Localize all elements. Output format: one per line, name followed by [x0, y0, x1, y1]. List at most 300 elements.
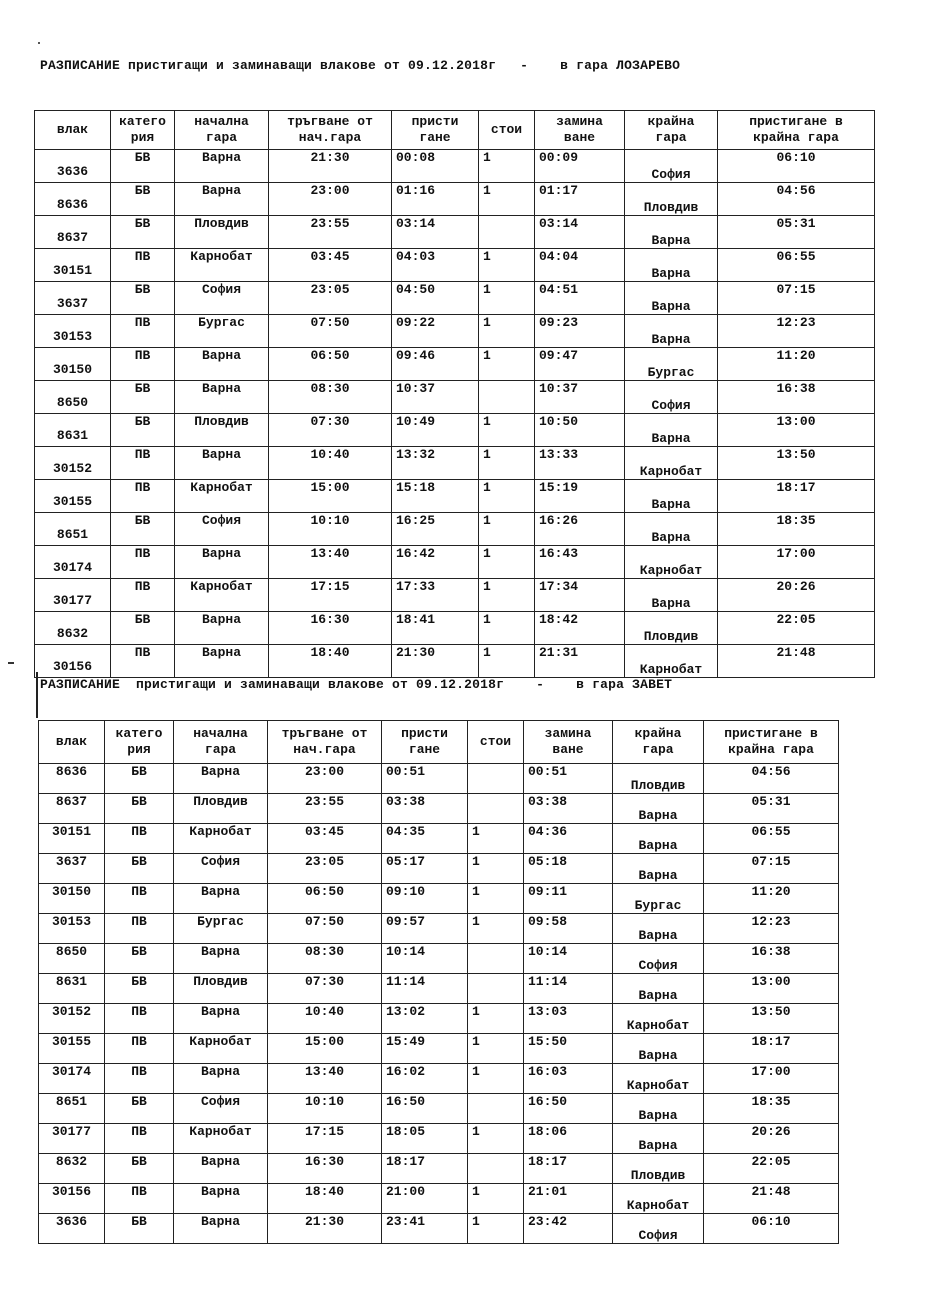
column-header-destination-station: крайна гара — [613, 721, 704, 764]
table-row — [35, 645, 875, 678]
cell-destination-station: София — [625, 381, 718, 414]
cell-stop-minutes — [468, 764, 524, 794]
cell-destination-arrival: 11:20 — [718, 348, 875, 381]
cell-destination-station: София — [613, 1214, 704, 1244]
cell-arrival: 03:14 — [392, 216, 479, 249]
cell-category: ПВ — [105, 884, 174, 914]
cell-departure: 16:03 — [524, 1064, 613, 1094]
cell-origin-departure: 23:55 — [268, 794, 382, 824]
cell-origin-departure: 07:30 — [268, 974, 382, 1004]
cell-arrival: 18:41 — [392, 612, 479, 645]
cell-destination-station: Варна — [613, 974, 704, 1004]
cell-destination-arrival: 06:55 — [718, 249, 875, 282]
cell-destination-arrival: 06:10 — [718, 150, 875, 183]
cell-train-number: 8636 — [39, 764, 105, 794]
cell-departure: 03:38 — [524, 794, 613, 824]
cell-stop-minutes: 1 — [479, 645, 535, 678]
cell-stop-minutes: 1 — [479, 513, 535, 546]
cell-category: ПВ — [105, 1184, 174, 1214]
table-header-row — [39, 721, 839, 764]
cell-destination-station: Варна — [625, 480, 718, 513]
cell-origin-station: София — [174, 854, 268, 884]
cell-category: БВ — [105, 944, 174, 974]
column-header-departure: замина ване — [524, 721, 613, 764]
cell-destination-arrival: 06:55 — [704, 824, 839, 854]
cell-category: БВ — [105, 854, 174, 884]
cell-category: ПВ — [111, 348, 175, 381]
cell-arrival: 21:00 — [382, 1184, 468, 1214]
cell-departure: 10:50 — [535, 414, 625, 447]
cell-departure: 21:01 — [524, 1184, 613, 1214]
cell-origin-departure: 23:00 — [268, 764, 382, 794]
cell-train-number: 8637 — [39, 794, 105, 824]
cell-train-number: 8632 — [39, 1154, 105, 1184]
cell-origin-station: София — [174, 1094, 268, 1124]
cell-category: БВ — [105, 1214, 174, 1244]
table-row — [39, 1154, 839, 1184]
cell-category: ПВ — [111, 447, 175, 480]
cell-destination-station: Варна — [625, 249, 718, 282]
cell-train-number: 30152 — [35, 447, 111, 480]
cell-departure: 00:51 — [524, 764, 613, 794]
table-row — [35, 414, 875, 447]
cell-origin-station: Варна — [174, 1154, 268, 1184]
cell-arrival: 10:14 — [382, 944, 468, 974]
cell-origin-station: Варна — [175, 348, 269, 381]
cell-train-number: 8650 — [35, 381, 111, 414]
table-row — [39, 944, 839, 974]
cell-stop-minutes — [479, 216, 535, 249]
cell-category: ПВ — [111, 480, 175, 513]
cell-destination-arrival: 04:56 — [718, 183, 875, 216]
cell-stop-minutes: 1 — [468, 1034, 524, 1064]
cell-destination-station: Варна — [625, 414, 718, 447]
cell-origin-station: София — [175, 282, 269, 315]
cell-origin-departure: 23:00 — [269, 183, 392, 216]
cell-stop-minutes: 1 — [468, 914, 524, 944]
cell-origin-departure: 07:50 — [268, 914, 382, 944]
column-header-category: катего рия — [111, 111, 175, 150]
cell-destination-station: Бургас — [625, 348, 718, 381]
cell-arrival: 10:37 — [392, 381, 479, 414]
cell-origin-departure: 23:05 — [268, 854, 382, 884]
cell-departure: 23:42 — [524, 1214, 613, 1244]
table-row — [39, 1184, 839, 1214]
cell-origin-departure: 18:40 — [268, 1184, 382, 1214]
cell-origin-departure: 15:00 — [268, 1034, 382, 1064]
cell-destination-arrival: 18:35 — [718, 513, 875, 546]
cell-stop-minutes: 1 — [479, 480, 535, 513]
cell-origin-departure: 03:45 — [268, 824, 382, 854]
cell-train-number: 8631 — [39, 974, 105, 1004]
cell-train-number: 30153 — [35, 315, 111, 348]
cell-train-number: 8636 — [35, 183, 111, 216]
cell-destination-station: Карнобат — [625, 645, 718, 678]
cell-destination-station: Варна — [625, 282, 718, 315]
scan-tick — [8, 662, 14, 664]
cell-category: БВ — [105, 794, 174, 824]
cell-departure: 11:14 — [524, 974, 613, 1004]
cell-arrival: 16:02 — [382, 1064, 468, 1094]
cell-stop-minutes: 1 — [479, 579, 535, 612]
column-header-train-number: влак — [35, 111, 111, 150]
cell-arrival: 03:38 — [382, 794, 468, 824]
cell-origin-departure: 13:40 — [269, 546, 392, 579]
table-row — [39, 884, 839, 914]
cell-origin-station: Бургас — [175, 315, 269, 348]
column-header-arrival: присти гане — [382, 721, 468, 764]
cell-train-number: 30152 — [39, 1004, 105, 1034]
cell-arrival: 16:50 — [382, 1094, 468, 1124]
cell-destination-station: Карнобат — [625, 447, 718, 480]
cell-departure: 18:06 — [524, 1124, 613, 1154]
cell-destination-station: Варна — [613, 824, 704, 854]
cell-origin-departure: 18:40 — [269, 645, 392, 678]
cell-destination-arrival: 16:38 — [718, 381, 875, 414]
cell-destination-station: Варна — [613, 914, 704, 944]
cell-category: ПВ — [111, 546, 175, 579]
column-header-destination-arrival: пристигане в крайна гара — [704, 721, 839, 764]
cell-stop-minutes — [468, 1154, 524, 1184]
table-row — [35, 348, 875, 381]
table-body — [39, 764, 839, 1244]
cell-destination-arrival: 06:10 — [704, 1214, 839, 1244]
cell-origin-departure: 23:05 — [269, 282, 392, 315]
cell-origin-station: Бургас — [174, 914, 268, 944]
cell-stop-minutes: 1 — [468, 1184, 524, 1214]
cell-stop-minutes: 1 — [479, 150, 535, 183]
cell-arrival: 16:25 — [392, 513, 479, 546]
cell-origin-departure: 10:40 — [269, 447, 392, 480]
schedule-title-lozarevo: РАЗПИСАНИЕ пристигащи и заминаващи влакове от 09.12.2018г - в гара ЛОЗАРЕВО — [40, 58, 681, 73]
table-row — [35, 513, 875, 546]
cell-category: ПВ — [111, 249, 175, 282]
column-header-destination-station: крайна гара — [625, 111, 718, 150]
cell-arrival: 17:33 — [392, 579, 479, 612]
cell-origin-departure: 23:55 — [269, 216, 392, 249]
cell-category: БВ — [105, 764, 174, 794]
cell-arrival: 15:18 — [392, 480, 479, 513]
cell-train-number: 30150 — [35, 348, 111, 381]
table-row — [39, 764, 839, 794]
cell-destination-station: Пловдив — [625, 183, 718, 216]
cell-departure: 21:31 — [535, 645, 625, 678]
cell-arrival: 21:30 — [392, 645, 479, 678]
cell-origin-station: Варна — [174, 944, 268, 974]
cell-destination-station: Карнобат — [613, 1004, 704, 1034]
cell-origin-station: Пловдив — [175, 216, 269, 249]
cell-departure: 13:03 — [524, 1004, 613, 1034]
cell-stop-minutes — [479, 381, 535, 414]
cell-arrival: 04:35 — [382, 824, 468, 854]
cell-destination-arrival: 12:23 — [704, 914, 839, 944]
cell-train-number: 3637 — [35, 282, 111, 315]
cell-train-number: 30155 — [35, 480, 111, 513]
cell-train-number: 8651 — [35, 513, 111, 546]
column-header-stop-minutes: стои — [479, 111, 535, 150]
cell-stop-minutes: 1 — [468, 1064, 524, 1094]
table-row — [39, 914, 839, 944]
column-header-origin-departure: тръгване от нач.гара — [268, 721, 382, 764]
cell-category: ПВ — [105, 824, 174, 854]
cell-arrival: 00:08 — [392, 150, 479, 183]
column-header-arrival: присти гане — [392, 111, 479, 150]
cell-origin-departure: 17:15 — [269, 579, 392, 612]
cell-arrival: 16:42 — [392, 546, 479, 579]
cell-departure: 01:17 — [535, 183, 625, 216]
cell-category: БВ — [105, 974, 174, 1004]
cell-departure: 10:14 — [524, 944, 613, 974]
table-row — [39, 1094, 839, 1124]
cell-arrival: 09:57 — [382, 914, 468, 944]
table-row — [35, 579, 875, 612]
column-header-departure: замина ване — [535, 111, 625, 150]
cell-destination-station: Варна — [613, 1124, 704, 1154]
column-header-origin-station: начална гара — [175, 111, 269, 150]
cell-origin-departure: 03:45 — [269, 249, 392, 282]
table-row — [39, 1124, 839, 1154]
cell-stop-minutes: 1 — [468, 1124, 524, 1154]
cell-stop-minutes: 1 — [479, 612, 535, 645]
cell-stop-minutes: 1 — [468, 854, 524, 884]
cell-destination-arrival: 11:20 — [704, 884, 839, 914]
cell-category: БВ — [111, 183, 175, 216]
scan-dot — [38, 42, 40, 44]
column-header-destination-arrival: пристигане в крайна гара — [718, 111, 875, 150]
cell-stop-minutes: 1 — [468, 824, 524, 854]
cell-train-number: 8631 — [35, 414, 111, 447]
cell-destination-station: Карнобат — [625, 546, 718, 579]
column-header-category: катего рия — [105, 721, 174, 764]
cell-departure: 09:58 — [524, 914, 613, 944]
cell-origin-departure: 16:30 — [268, 1154, 382, 1184]
cell-category: ПВ — [105, 1064, 174, 1094]
cell-departure: 00:09 — [535, 150, 625, 183]
cell-stop-minutes: 1 — [479, 348, 535, 381]
cell-category: БВ — [111, 216, 175, 249]
cell-destination-station: София — [625, 150, 718, 183]
cell-departure: 16:26 — [535, 513, 625, 546]
cell-origin-station: Карнобат — [174, 1034, 268, 1064]
cell-train-number: 30150 — [39, 884, 105, 914]
table-row — [39, 824, 839, 854]
table-row — [35, 183, 875, 216]
cell-origin-departure: 07:50 — [269, 315, 392, 348]
cell-train-number: 3636 — [39, 1214, 105, 1244]
cell-destination-arrival: 17:00 — [718, 546, 875, 579]
cell-departure: 17:34 — [535, 579, 625, 612]
cell-stop-minutes: 1 — [479, 414, 535, 447]
cell-departure: 13:33 — [535, 447, 625, 480]
cell-train-number: 30174 — [35, 546, 111, 579]
cell-train-number: 3637 — [39, 854, 105, 884]
cell-origin-station: Варна — [175, 546, 269, 579]
table-row — [35, 282, 875, 315]
cell-category: БВ — [111, 513, 175, 546]
cell-origin-station: Карнобат — [174, 824, 268, 854]
cell-destination-station: Бургас — [613, 884, 704, 914]
cell-origin-station: Карнобат — [175, 579, 269, 612]
cell-origin-station: Варна — [174, 1214, 268, 1244]
table-row — [35, 216, 875, 249]
cell-arrival: 04:03 — [392, 249, 479, 282]
table-row — [39, 1004, 839, 1034]
cell-departure: 10:37 — [535, 381, 625, 414]
cell-departure: 09:47 — [535, 348, 625, 381]
cell-origin-departure: 16:30 — [269, 612, 392, 645]
cell-destination-arrival: 21:48 — [704, 1184, 839, 1214]
cell-stop-minutes — [468, 794, 524, 824]
cell-destination-arrival: 07:15 — [718, 282, 875, 315]
table-row — [39, 794, 839, 824]
cell-destination-arrival: 16:38 — [704, 944, 839, 974]
cell-destination-station: Варна — [625, 216, 718, 249]
cell-origin-departure: 06:50 — [268, 884, 382, 914]
cell-stop-minutes — [468, 944, 524, 974]
cell-category: БВ — [105, 1094, 174, 1124]
cell-train-number: 3636 — [35, 150, 111, 183]
cell-origin-station: Пловдив — [175, 414, 269, 447]
cell-stop-minutes: 1 — [479, 183, 535, 216]
cell-destination-arrival: 05:31 — [718, 216, 875, 249]
cell-origin-station: Варна — [175, 612, 269, 645]
cell-arrival: 10:49 — [392, 414, 479, 447]
cell-destination-arrival: 17:00 — [704, 1064, 839, 1094]
cell-origin-station: Варна — [174, 884, 268, 914]
cell-origin-departure: 21:30 — [268, 1214, 382, 1244]
cell-destination-station: Карнобат — [613, 1064, 704, 1094]
cell-origin-station: Варна — [174, 1184, 268, 1214]
cell-origin-departure: 13:40 — [268, 1064, 382, 1094]
cell-stop-minutes — [468, 1094, 524, 1124]
cell-destination-station: Варна — [613, 1094, 704, 1124]
cell-origin-station: Варна — [174, 764, 268, 794]
cell-stop-minutes: 1 — [479, 546, 535, 579]
cell-origin-departure: 07:30 — [269, 414, 392, 447]
cell-departure: 04:04 — [535, 249, 625, 282]
cell-origin-departure: 21:30 — [269, 150, 392, 183]
table-row — [39, 1034, 839, 1064]
cell-arrival: 13:32 — [392, 447, 479, 480]
cell-origin-station: Карнобат — [175, 480, 269, 513]
table-row — [39, 854, 839, 884]
cell-origin-station: Карнобат — [174, 1124, 268, 1154]
table-row — [39, 1214, 839, 1244]
cell-destination-station: Варна — [625, 315, 718, 348]
cell-departure: 09:11 — [524, 884, 613, 914]
cell-destination-arrival: 18:17 — [718, 480, 875, 513]
schedule-table-lozarevo — [34, 110, 875, 678]
table-row — [35, 381, 875, 414]
cell-stop-minutes: 1 — [479, 315, 535, 348]
cell-origin-departure: 15:00 — [269, 480, 392, 513]
cell-arrival: 18:17 — [382, 1154, 468, 1184]
column-header-origin-departure: тръгване от нач.гара — [269, 111, 392, 150]
cell-stop-minutes: 1 — [468, 884, 524, 914]
cell-origin-station: Варна — [175, 381, 269, 414]
cell-category: БВ — [111, 381, 175, 414]
cell-category: БВ — [111, 414, 175, 447]
cell-destination-arrival: 13:50 — [718, 447, 875, 480]
cell-arrival: 13:02 — [382, 1004, 468, 1034]
cell-destination-station: Варна — [625, 513, 718, 546]
schedule-title-zavet: РАЗПИСАНИЕ пристигащи и заминаващи влакове от 09.12.2018г - в гара ЗАВЕТ — [40, 677, 673, 692]
schedule-table-zavet — [38, 720, 839, 1244]
table-row — [35, 315, 875, 348]
cell-category: БВ — [111, 612, 175, 645]
cell-origin-station: София — [175, 513, 269, 546]
cell-origin-station: Варна — [175, 447, 269, 480]
column-header-train-number: влак — [39, 721, 105, 764]
cell-category: БВ — [105, 1154, 174, 1184]
cell-departure: 05:18 — [524, 854, 613, 884]
cell-origin-station: Варна — [175, 183, 269, 216]
cell-destination-station: Карнобат — [613, 1184, 704, 1214]
table-row — [35, 546, 875, 579]
cell-destination-arrival: 22:05 — [718, 612, 875, 645]
cell-origin-departure: 06:50 — [269, 348, 392, 381]
cell-arrival: 05:17 — [382, 854, 468, 884]
cell-category: ПВ — [105, 914, 174, 944]
cell-arrival: 09:22 — [392, 315, 479, 348]
cell-stop-minutes: 1 — [479, 282, 535, 315]
cell-category: ПВ — [111, 645, 175, 678]
cell-stop-minutes — [468, 974, 524, 1004]
cell-destination-arrival: 13:50 — [704, 1004, 839, 1034]
table-row — [39, 974, 839, 1004]
cell-train-number: 8650 — [39, 944, 105, 974]
cell-origin-departure: 10:40 — [268, 1004, 382, 1034]
cell-destination-arrival: 07:15 — [704, 854, 839, 884]
cell-category: ПВ — [105, 1034, 174, 1064]
cell-stop-minutes: 1 — [479, 249, 535, 282]
cell-arrival: 04:50 — [392, 282, 479, 315]
cell-origin-station: Варна — [175, 645, 269, 678]
cell-arrival: 09:46 — [392, 348, 479, 381]
margin-bracket — [36, 672, 38, 718]
cell-stop-minutes: 1 — [468, 1214, 524, 1244]
cell-train-number: 30151 — [39, 824, 105, 854]
cell-train-number: 8632 — [35, 612, 111, 645]
cell-origin-departure: 08:30 — [269, 381, 392, 414]
cell-train-number: 30153 — [39, 914, 105, 944]
cell-origin-departure: 10:10 — [268, 1094, 382, 1124]
cell-destination-arrival: 04:56 — [704, 764, 839, 794]
table-row — [39, 1064, 839, 1094]
cell-arrival: 18:05 — [382, 1124, 468, 1154]
cell-origin-station: Карнобат — [175, 249, 269, 282]
cell-train-number: 8637 — [35, 216, 111, 249]
cell-stop-minutes: 1 — [479, 447, 535, 480]
cell-departure: 15:19 — [535, 480, 625, 513]
cell-category: ПВ — [105, 1004, 174, 1034]
table-row — [35, 249, 875, 282]
cell-destination-station: Варна — [613, 1034, 704, 1064]
cell-departure: 03:14 — [535, 216, 625, 249]
cell-category: БВ — [111, 150, 175, 183]
cell-origin-station: Варна — [174, 1064, 268, 1094]
cell-destination-arrival: 21:48 — [718, 645, 875, 678]
cell-departure: 18:17 — [524, 1154, 613, 1184]
cell-destination-arrival: 20:26 — [718, 579, 875, 612]
cell-arrival: 01:16 — [392, 183, 479, 216]
cell-departure: 04:36 — [524, 824, 613, 854]
cell-train-number: 8651 — [39, 1094, 105, 1124]
cell-origin-station: Пловдив — [174, 794, 268, 824]
cell-origin-station: Варна — [175, 150, 269, 183]
cell-departure: 15:50 — [524, 1034, 613, 1064]
cell-destination-station: Варна — [613, 794, 704, 824]
